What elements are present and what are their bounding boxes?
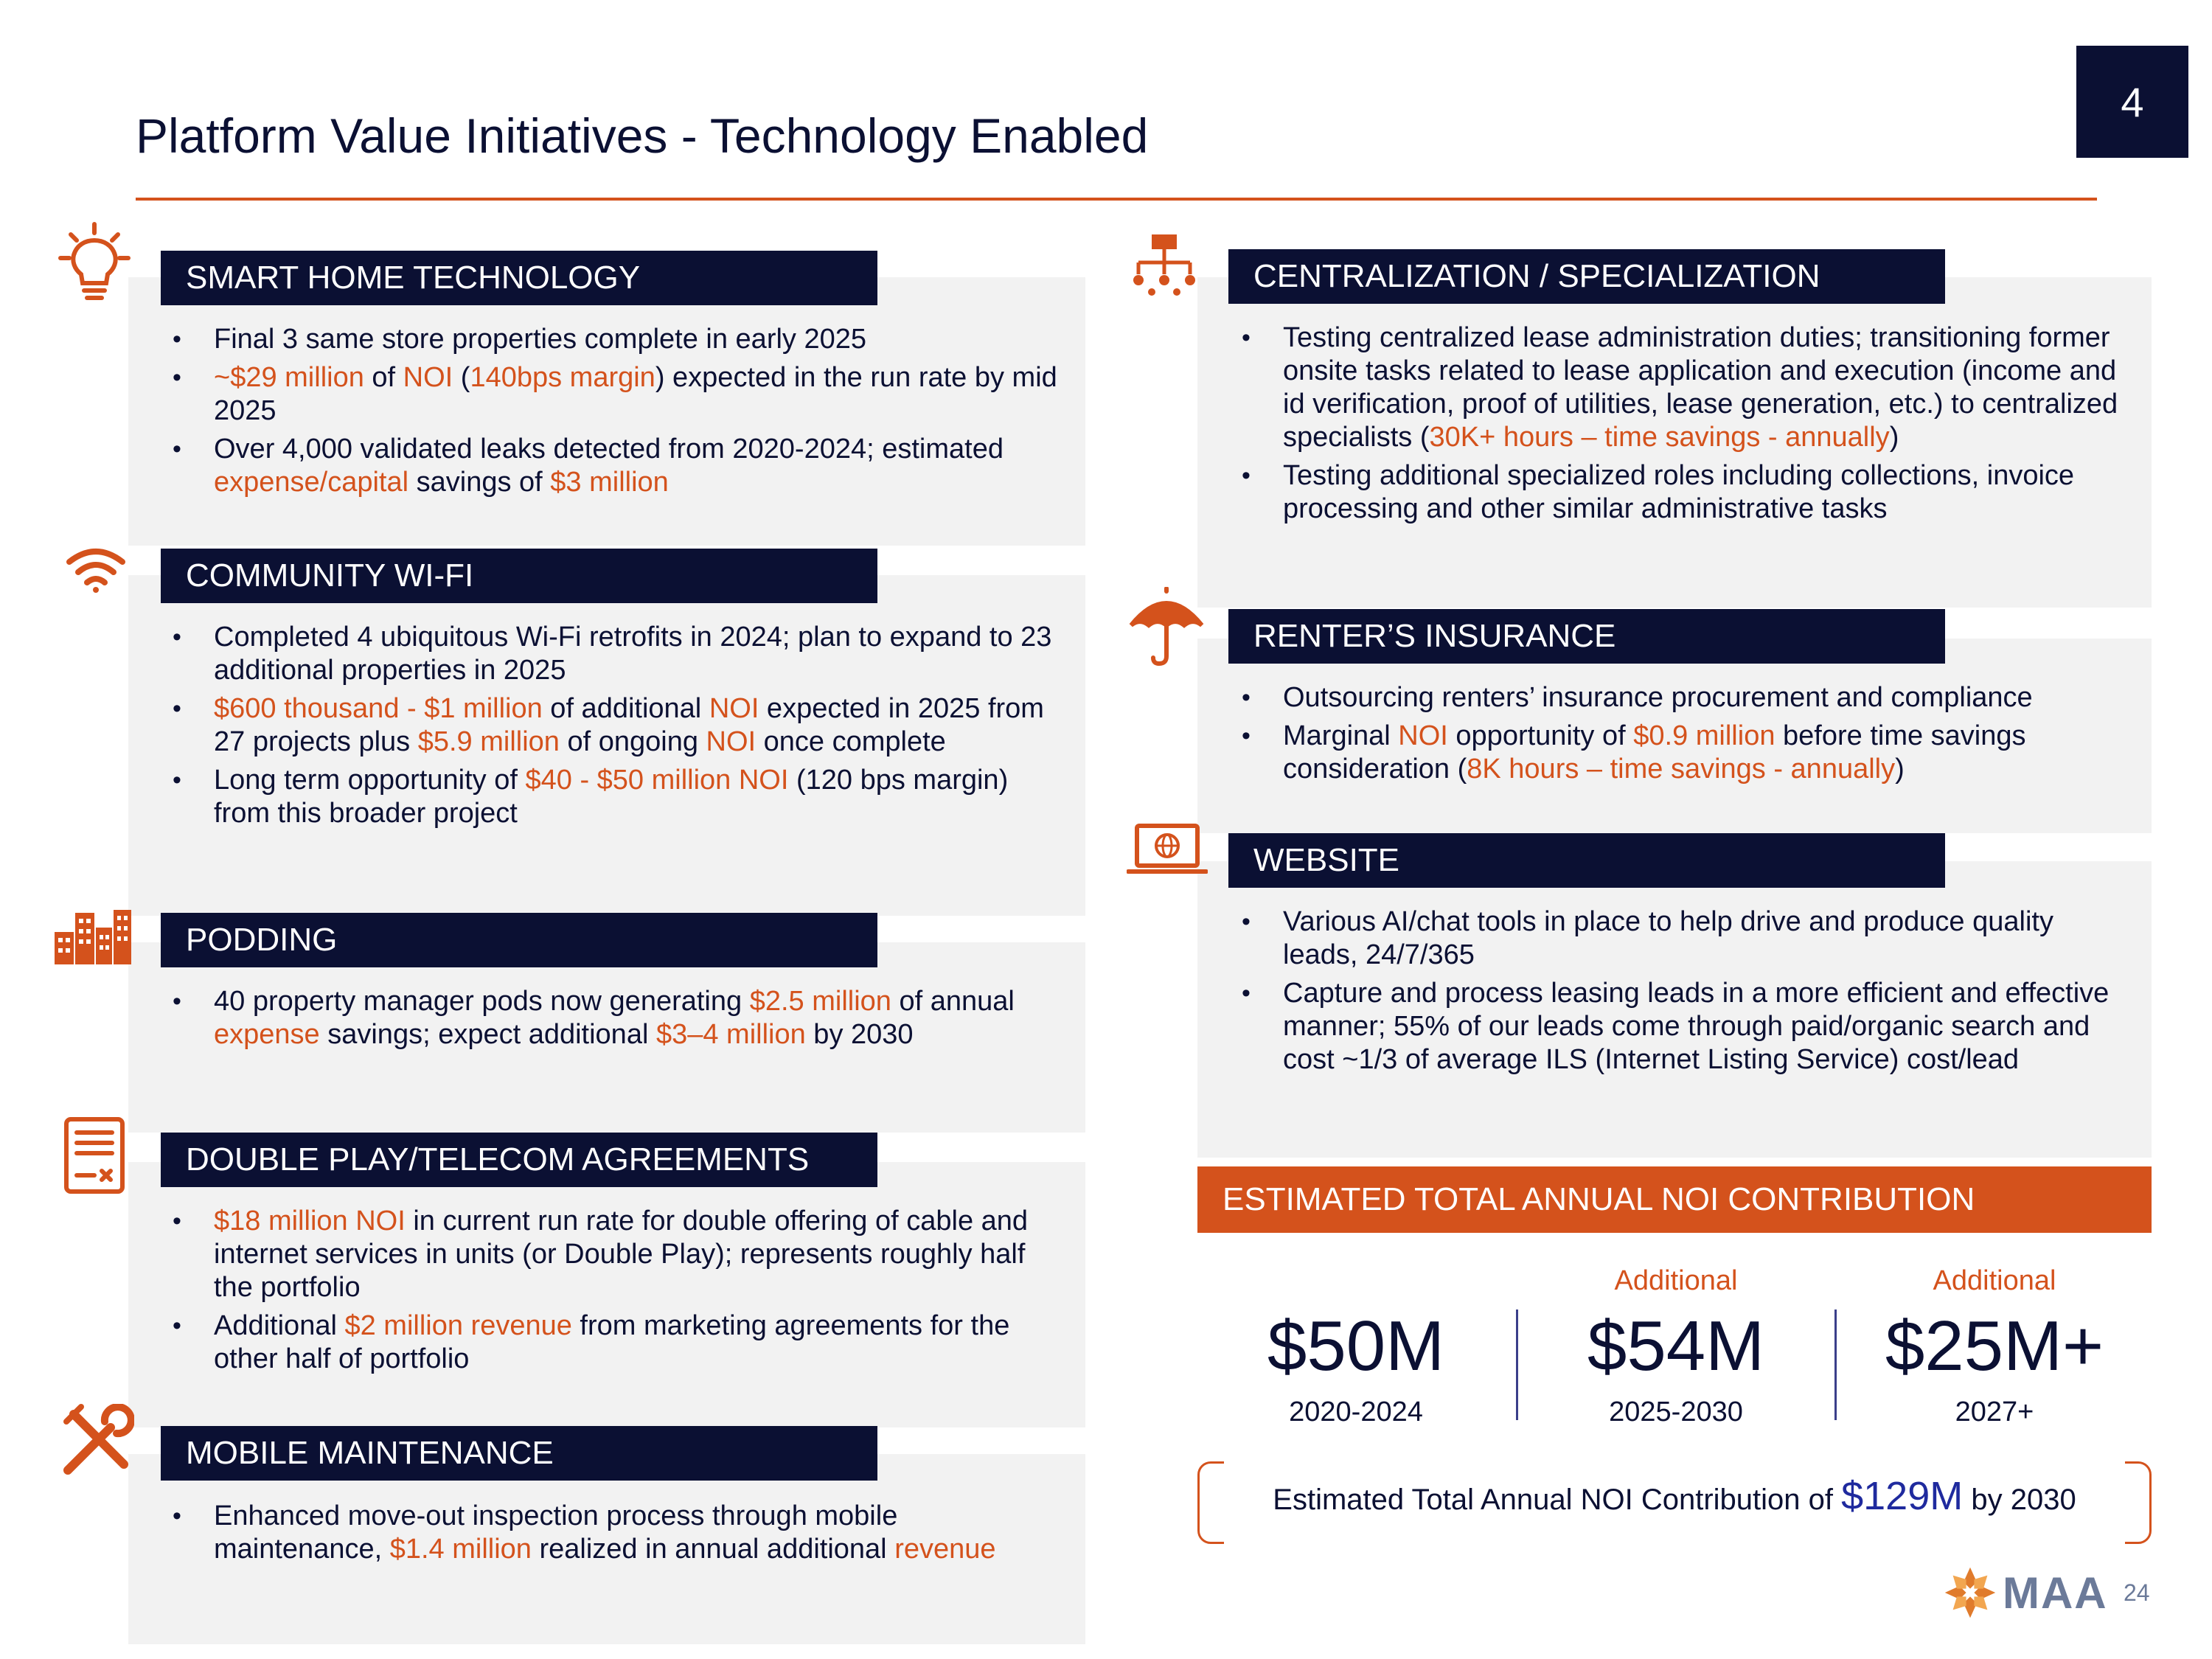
umbrella-icon <box>1128 587 1205 668</box>
bullet-item <box>1242 681 2126 714</box>
bullet-text: Final 3 same store properties complete in early 2025 <box>214 324 867 355</box>
bullet-text: before time savings consideration ( <box>1283 720 2026 785</box>
section-header-label: MOBILE MAINTENANCE <box>186 1435 554 1471</box>
page-badge: 4 <box>2076 46 2188 158</box>
section-header-label: PODDING <box>186 922 338 958</box>
bullet-text: Capture and process leasing leads in a more efficient and effective manner; 55% of our leads come through paid/organic search and cost ~1/3 of average ILS (Internet Listing Service) cost/lead <box>1283 978 2110 1075</box>
logo-wordmark: MAA <box>2003 1568 2108 1618</box>
bullet-item <box>1242 977 2126 1077</box>
section-header-label: WEBSITE <box>1253 842 1400 878</box>
bullet-list-centralization <box>1242 321 2126 531</box>
org-chart-icon <box>1130 233 1199 299</box>
bullet-text: ) <box>1889 422 1899 453</box>
maa-logo-mark-icon <box>1944 1566 1997 1619</box>
bullet-item <box>173 764 1057 830</box>
highlight-text: NOI <box>403 362 453 393</box>
highlight-text: revenue <box>894 1534 996 1565</box>
section-header-website <box>1228 833 1945 888</box>
estimate-period: 2020-2024 <box>1289 1397 1423 1427</box>
estimate-header <box>1197 1166 2152 1233</box>
highlight-text: ~$29 million <box>214 362 364 393</box>
document-icon <box>62 1116 127 1194</box>
bullet-text: Over 4,000 validated leaks detected from 2020-2024; estimated <box>214 434 1004 465</box>
laptop-globe-icon <box>1127 823 1208 877</box>
bullet-text: expected in 2025 from 27 projects plus <box>214 693 1044 757</box>
section-header-mobile-maintenance <box>161 1426 877 1481</box>
section-header-centralization <box>1228 249 1945 304</box>
bullet-list-renters-insurance <box>1242 681 2126 791</box>
page-title: Platform Value Initiatives - Technology Enabled <box>136 108 1149 163</box>
highlight-text: $1.4 million <box>389 1534 532 1565</box>
bullet-list-website <box>1242 905 2126 1082</box>
bullet-item <box>173 692 1057 759</box>
bullet-text: realized in annual additional <box>531 1534 895 1565</box>
highlight-text: 8K hours – time savings - annually <box>1467 754 1896 785</box>
section-header-label: DOUBLE PLAY/TELECOM AGREEMENTS <box>186 1141 810 1178</box>
highlight-text: $2.5 million <box>749 986 891 1017</box>
bullet-text: of <box>364 362 403 393</box>
estimate-value: $50M <box>1267 1307 1445 1385</box>
bullet-text: Testing centralized lease administration duties; transitioning former onsite tasks related to lease application and execution (income and id verification, proof of utilities, lease generation, etc.) to centralized specialists ( <box>1283 322 2118 453</box>
summary-text <box>1197 1473 2152 1519</box>
lightbulb-icon <box>56 221 133 310</box>
estimate-column-label <box>1197 1265 1514 1302</box>
bullet-text: of annual <box>891 986 1015 1017</box>
estimate-column-2 <box>1517 1265 1834 1428</box>
page-number: 24 <box>2124 1579 2150 1606</box>
bullet-list-smart-home <box>173 323 1057 504</box>
summary-prefix: Estimated Total Annual NOI Contribution of <box>1273 1484 1842 1516</box>
section-header-label: RENTER’S INSURANCE <box>1253 618 1616 654</box>
bullet-text: ) expected in the run rate by mid 2025 <box>214 362 1057 426</box>
bullet-item <box>173 433 1057 499</box>
bullet-item <box>173 1205 1057 1304</box>
bullet-text: of ongoing <box>559 726 706 757</box>
bullet-text: ) <box>1895 754 1905 785</box>
estimate-period: 2027+ <box>1955 1397 2034 1427</box>
buildings-icon <box>55 905 131 964</box>
bullet-text: Marginal <box>1283 720 1399 751</box>
bullet-text: ( <box>453 362 470 393</box>
bullet-list-double-play <box>173 1205 1057 1381</box>
bullet-text: once complete <box>756 726 946 757</box>
estimate-column-label: Additional <box>1614 1265 1738 1296</box>
section-header-renters-insurance <box>1228 609 1945 664</box>
bullet-text: savings; expect additional <box>319 1019 656 1050</box>
highlight-text: $2 million revenue <box>344 1310 572 1341</box>
bullet-text: in current run rate for double offering of cable and internet services in units (or Double Play); represents roughly half the portfolio <box>214 1206 1029 1303</box>
bullet-item <box>1242 905 2126 972</box>
bullet-text: (120 bps margin) from this broader project <box>214 765 1009 829</box>
bullet-text: of additional <box>542 693 709 724</box>
estimate-header-label: ESTIMATED TOTAL ANNUAL NOI CONTRIBUTION <box>1222 1181 1975 1217</box>
section-header-community-wifi <box>161 549 877 603</box>
highlight-text: $3 million <box>550 467 669 498</box>
highlight-text: 140bps margin <box>470 362 655 393</box>
bullet-text: Testing additional specialized roles including collections, invoice processing and other similar administrative tasks <box>1283 460 2075 524</box>
bullet-text: Outsourcing renters’ insurance procurement and compliance <box>1283 682 2033 713</box>
section-header-label: SMART HOME TECHNOLOGY <box>186 260 641 296</box>
section-header-label: COMMUNITY WI-FI <box>186 557 474 594</box>
highlight-text: $5.9 million <box>417 726 560 757</box>
summary-value: $129M <box>1841 1474 1964 1518</box>
estimate-column-3 <box>1836 1265 2153 1428</box>
estimate-period: 2025-2030 <box>1609 1397 1743 1427</box>
section-header-podding <box>161 913 877 967</box>
bullet-text: Additional <box>214 1310 345 1341</box>
bullet-text: savings of <box>408 467 551 498</box>
highlight-text: $600 thousand - $1 million <box>214 693 543 724</box>
bullet-item <box>173 621 1057 687</box>
highlight-text: $18 million NOI <box>214 1206 406 1237</box>
bullet-list-mobile-maintenance <box>173 1500 1057 1571</box>
bullet-text: Completed 4 ubiquitous Wi-Fi retrofits in 2024; plan to expand to 23 additional properties in 2025 <box>214 622 1052 686</box>
estimate-column-1 <box>1197 1265 1514 1428</box>
summary-suffix: by 2030 <box>1963 1484 2076 1516</box>
bullet-text: by 2030 <box>805 1019 914 1050</box>
bullet-item <box>173 1310 1057 1376</box>
bullet-item <box>173 1500 1057 1566</box>
bullet-item <box>173 323 1057 356</box>
section-header-label: CENTRALIZATION / SPECIALIZATION <box>1253 258 1820 294</box>
highlight-text: 30K+ hours – time savings - annually <box>1429 422 1890 453</box>
title-divider <box>136 198 2097 201</box>
highlight-text: $0.9 million <box>1633 720 1775 751</box>
highlight-text: NOI <box>706 726 757 757</box>
bullet-list-podding <box>173 985 1057 1057</box>
highlight-text: $40 - $50 million NOI <box>525 765 789 796</box>
bullet-text: 40 property manager pods now generating <box>214 986 750 1017</box>
bullet-item <box>173 985 1057 1051</box>
bullet-item <box>1242 720 2126 786</box>
estimate-value: $25M+ <box>1885 1307 2104 1385</box>
bullet-list-community-wifi <box>173 621 1057 835</box>
maa-logo <box>1944 1563 2108 1622</box>
highlight-text: $3–4 million <box>655 1019 806 1050</box>
estimate-value: $54M <box>1587 1307 1765 1385</box>
tools-icon <box>58 1404 134 1481</box>
highlight-text: expense <box>214 1019 320 1050</box>
bullet-text: opportunity of <box>1447 720 1634 751</box>
bullet-text: Enhanced move-out inspection process through mobile maintenance, <box>214 1500 898 1565</box>
bullet-item <box>1242 459 2126 526</box>
wifi-icon <box>65 546 127 594</box>
bullet-item <box>1242 321 2126 454</box>
highlight-text: NOI <box>709 693 759 724</box>
bullet-text: Various AI/chat tools in place to help drive and produce quality leads, 24/7/365 <box>1283 906 2053 970</box>
section-header-double-play <box>161 1133 877 1187</box>
section-header-smart-home <box>161 251 877 305</box>
bullet-text: from marketing agreements for the other half of portfolio <box>214 1310 1010 1374</box>
bullet-text: Long term opportunity of <box>214 765 526 796</box>
estimate-column-label: Additional <box>1933 1265 2056 1296</box>
highlight-text: expense/capital <box>214 467 409 498</box>
highlight-text: NOI <box>1398 720 1448 751</box>
bullet-item <box>173 361 1057 428</box>
